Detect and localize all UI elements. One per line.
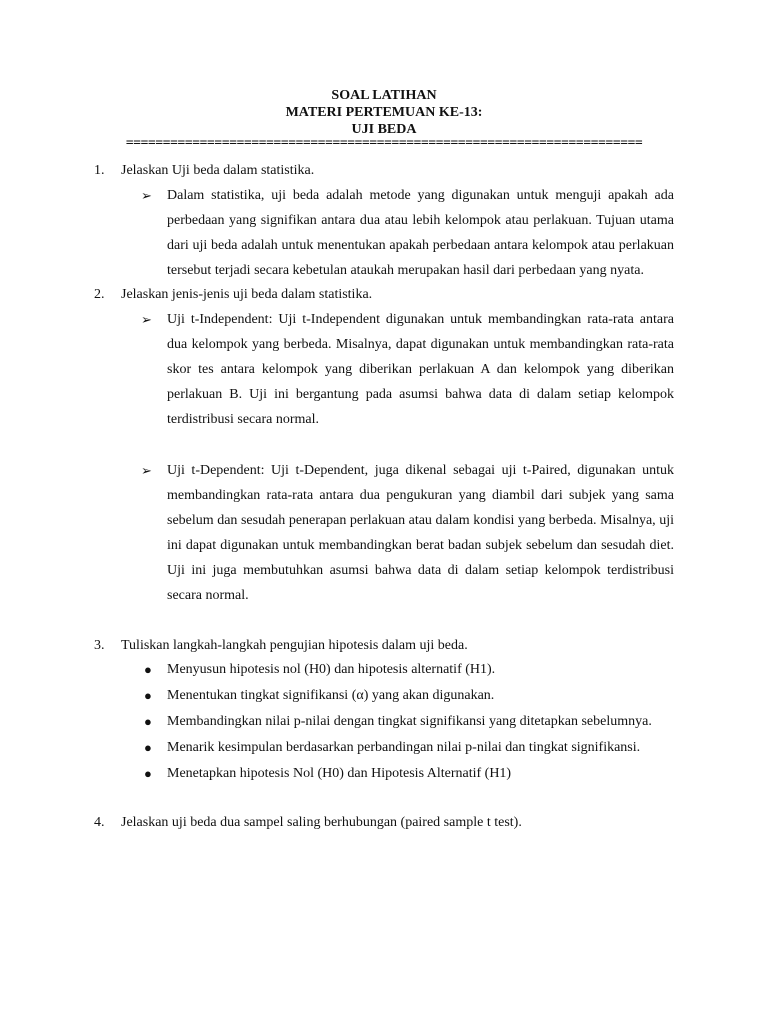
answer-item [140, 307, 674, 432]
spacer [94, 432, 674, 456]
answer-text: Uji t-Independent: Uji t-Independent digunakan untuk membandingkan rata-rata antara dua kelompok yang berbeda. Misalnya, dapat digunakan untuk membandingkan rata-rata skor tes antara kelompok yang diberikan perlakuan A dan kelompok yang diberikan perlakuan B. Uji ini bergantung pada asumsi bahwa data di dalam setiap kelompok terdistribusi secara normal. [167, 312, 674, 427]
question-number: 1. [94, 163, 105, 178]
list-item [140, 657, 674, 682]
list-item [140, 761, 674, 786]
question-1 [94, 161, 674, 181]
arrowhead-bullet-icon: ➢ [141, 463, 152, 478]
question-text: Jelaskan jenis-jenis uji beda dalam statistika. [121, 287, 373, 302]
question-text: Jelaskan uji beda dua sampel saling berhubungan (paired sample t test). [121, 815, 522, 830]
question-2 [94, 285, 674, 305]
dot-bullet-icon: ● [144, 740, 152, 755]
header-divider: ====================================================================== [125, 138, 643, 150]
question-text: Tuliskan langkah-langkah pengujian hipotesis dalam uji beda. [121, 638, 468, 653]
question-number: 2. [94, 287, 105, 302]
list-item-text: Menarik kesimpulan berdasarkan perbandingan nilai p-nilai dan tingkat signifikansi. [167, 740, 641, 755]
answer-text: Dalam statistika, uji beda adalah metode yang digunakan untuk menguji apakah ada perbedaan yang signifikan antara dua atau lebih kelompok atau perlakuan. Tujuan utama dari uji beda adalah untuk menentukan apakah perbedaan antara kelompok atau perlakuan tersebut terjadi secara kebetulan ataukah merupakan hasil dari perbedaan yang nyata. [167, 188, 674, 278]
dot-bullet-icon: ● [144, 714, 152, 729]
arrowhead-bullet-icon: ➢ [141, 312, 152, 327]
arrowhead-bullet-icon: ➢ [141, 188, 152, 203]
answer-item [140, 183, 674, 283]
header-title: SOAL LATIHAN [331, 88, 437, 103]
dot-bullet-icon: ● [144, 662, 152, 677]
answer-text: Uji t-Dependent: Uji t-Dependent, juga dikenal sebagai uji t-Paired, digunakan untuk membandingkan rata-rata antara dua pengukuran yang diambil dari subjek yang sama sebelum dan sesudah penerapan perlakuan atau dalam kondisi yang berbeda. Misalnya, uji ini dapat digunakan untuk membandingkan berat badan subjek sebelum dan sesudah diet. Uji ini juga membutuhkan asumsi bahwa data di dalam setiap kelompok terdistribusi secara normal. [167, 463, 674, 603]
list-item [140, 683, 674, 708]
header-subtitle: MATERI PERTEMUAN KE-13: [285, 105, 483, 120]
list-item-text: Menentukan tingkat signifikansi (α) yang akan digunakan. [167, 688, 495, 703]
question-text: Jelaskan Uji beda dalam statistika. [121, 163, 315, 178]
dot-bullet-icon: ● [144, 766, 152, 781]
list-item-text: Menyusun hipotesis nol (H0) dan hipotesis alternatif (H1). [167, 662, 496, 677]
question-4 [94, 813, 674, 833]
header-topic: UJI BEDA [351, 122, 417, 137]
list-item [140, 735, 674, 760]
document-header [94, 87, 674, 138]
dot-bullet-icon: ● [144, 688, 152, 703]
question-number: 3. [94, 638, 105, 653]
question-number: 4. [94, 815, 105, 830]
list-item [140, 709, 674, 734]
list-item-text: Menetapkan hipotesis Nol (H0) dan Hipotesis Alternatif (H1) [167, 766, 512, 781]
question-3 [94, 636, 674, 656]
answer-item [140, 458, 674, 608]
list-item-text: Membandingkan nilai p-nilai dengan tingkat signifikansi yang ditetapkan sebelumnya. [167, 714, 652, 729]
